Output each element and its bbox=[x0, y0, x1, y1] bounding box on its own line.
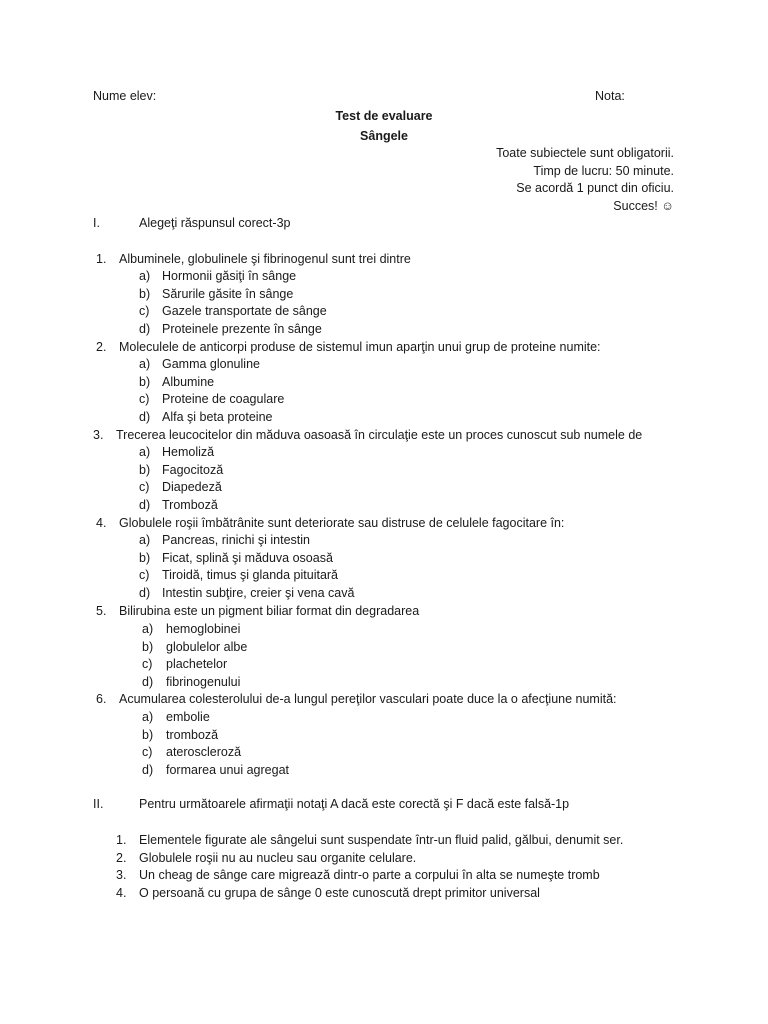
question-text: Trecerea leucocitelor din măduva oasoasă în circulaţie este un proces cunoscut sub numele de bbox=[116, 428, 643, 442]
option-letter: c) bbox=[142, 745, 153, 760]
option-letter: c) bbox=[139, 568, 150, 583]
option-letter: b) bbox=[142, 639, 154, 654]
option-letter: c) bbox=[139, 480, 150, 495]
question-number: 4. bbox=[96, 516, 107, 530]
statement-text: O persoană cu grupa de sânge 0 este cunoscută drept primitor universal bbox=[139, 886, 540, 900]
statement-text: Globulele roşii nu au nucleu sau organite celulare. bbox=[139, 851, 417, 865]
option-letter: b) bbox=[139, 462, 151, 477]
question-text: Bilirubina este un pigment biliar format din degradarea bbox=[119, 604, 420, 618]
test-title: Test de evaluare bbox=[335, 109, 433, 123]
student-name-label: Nume elev: bbox=[93, 89, 157, 103]
question-text: Albuminele, globulinele şi fibrinogenul sunt trei dintre bbox=[119, 252, 411, 266]
option-text: Alfa şi beta proteine bbox=[162, 409, 273, 424]
option-letter: a) bbox=[142, 710, 154, 724]
option-letter: c) bbox=[139, 392, 150, 407]
question-number: 5. bbox=[96, 604, 107, 618]
option-letter: b) bbox=[139, 286, 151, 301]
section-numeral: II. bbox=[93, 797, 104, 811]
option-letter: d) bbox=[142, 674, 154, 689]
instruction-line: Se acordă 1 punct din oficiu. bbox=[516, 181, 674, 195]
option-text: Diapedeză bbox=[162, 480, 222, 495]
instruction-line: Timp de lucru: 50 minute. bbox=[533, 164, 674, 178]
option-text: Fagocitoză bbox=[162, 462, 224, 477]
option-letter: c) bbox=[139, 304, 150, 319]
option-text: Proteinele prezente în sânge bbox=[162, 321, 322, 336]
section-heading: Alegeţi răspunsul corect-3p bbox=[139, 216, 291, 230]
statement-text: Elementele figurate ale sângelui sunt suspendate într-un fluid palid, gălbui, denumit ser. bbox=[139, 833, 624, 847]
option-letter: d) bbox=[139, 409, 151, 424]
option-letter: d) bbox=[139, 497, 151, 512]
question-number: 3. bbox=[93, 428, 104, 442]
option-letter: b) bbox=[139, 374, 151, 389]
option-text: plachetelor bbox=[166, 657, 228, 672]
statement-number: 1. bbox=[116, 833, 127, 847]
option-letter: d) bbox=[139, 321, 151, 336]
instruction-line: Succes! ☺ bbox=[613, 199, 674, 213]
question-number: 6. bbox=[96, 692, 107, 706]
statement-number: 4. bbox=[116, 886, 127, 900]
question-text: Acumularea colesterolului de-a lungul pereţilor vasculari poate duce la o afecţiune numită: bbox=[119, 692, 617, 706]
option-letter: a) bbox=[142, 622, 154, 636]
statement-text: Un cheag de sânge care migrează dintr-o parte a corpului în alta se numeşte tromb bbox=[139, 868, 600, 882]
option-text: Gamma glonuline bbox=[162, 357, 260, 371]
option-text: Gazele transportate de sânge bbox=[162, 304, 327, 319]
section-heading: Pentru următoarele afirmaţii notaţi A dacă este corectă şi F dacă este falsă-1p bbox=[139, 797, 570, 811]
question-text: Moleculele de anticorpi produse de sistemul imun aparţin unui grup de proteine numite: bbox=[119, 340, 601, 354]
grade-label: Nota: bbox=[595, 89, 625, 103]
section-numeral: I. bbox=[93, 216, 100, 230]
option-text: hemoglobinei bbox=[166, 622, 241, 636]
question-number: 1. bbox=[96, 252, 107, 266]
option-letter: b) bbox=[142, 727, 154, 742]
option-letter: b) bbox=[139, 550, 151, 565]
statement-number: 3. bbox=[116, 868, 127, 882]
option-text: tromboză bbox=[166, 727, 219, 742]
option-letter: a) bbox=[139, 445, 151, 459]
option-text: Hemoliză bbox=[162, 445, 215, 459]
test-subtitle: Sângele bbox=[360, 129, 408, 143]
option-text: ateroscleroză bbox=[166, 745, 242, 760]
option-letter: c) bbox=[142, 657, 153, 672]
option-text: Ficat, splină şi măduva osoasă bbox=[162, 550, 333, 565]
option-letter: a) bbox=[139, 357, 151, 371]
option-letter: d) bbox=[142, 762, 154, 777]
statement-number: 2. bbox=[116, 851, 127, 865]
option-text: Hormonii găsiţi în sânge bbox=[162, 269, 297, 283]
option-text: Sărurile găsite în sânge bbox=[162, 286, 294, 301]
option-text: Pancreas, rinichi şi intestin bbox=[162, 533, 310, 547]
option-text: formarea unui agregat bbox=[166, 762, 289, 777]
option-text: Tiroidă, timus şi glanda pituitară bbox=[162, 568, 339, 583]
option-letter: d) bbox=[139, 585, 151, 600]
option-letter: a) bbox=[139, 533, 151, 547]
question-text: Globulele roşii îmbătrânite sunt deteriorate sau distruse de celulele fagocitare în: bbox=[119, 516, 565, 530]
option-text: Intestin subţire, creier şi vena cavă bbox=[162, 585, 355, 600]
question-number: 2. bbox=[96, 340, 107, 354]
option-letter: a) bbox=[139, 269, 151, 283]
option-text: fibrinogenului bbox=[166, 674, 241, 689]
option-text: Proteine de coagulare bbox=[162, 392, 285, 407]
option-text: Tromboză bbox=[162, 497, 218, 512]
option-text: embolie bbox=[166, 710, 210, 724]
instruction-line: Toate subiectele sunt obligatorii. bbox=[496, 146, 674, 160]
option-text: Albumine bbox=[162, 374, 215, 389]
option-text: globulelor albe bbox=[166, 639, 248, 654]
